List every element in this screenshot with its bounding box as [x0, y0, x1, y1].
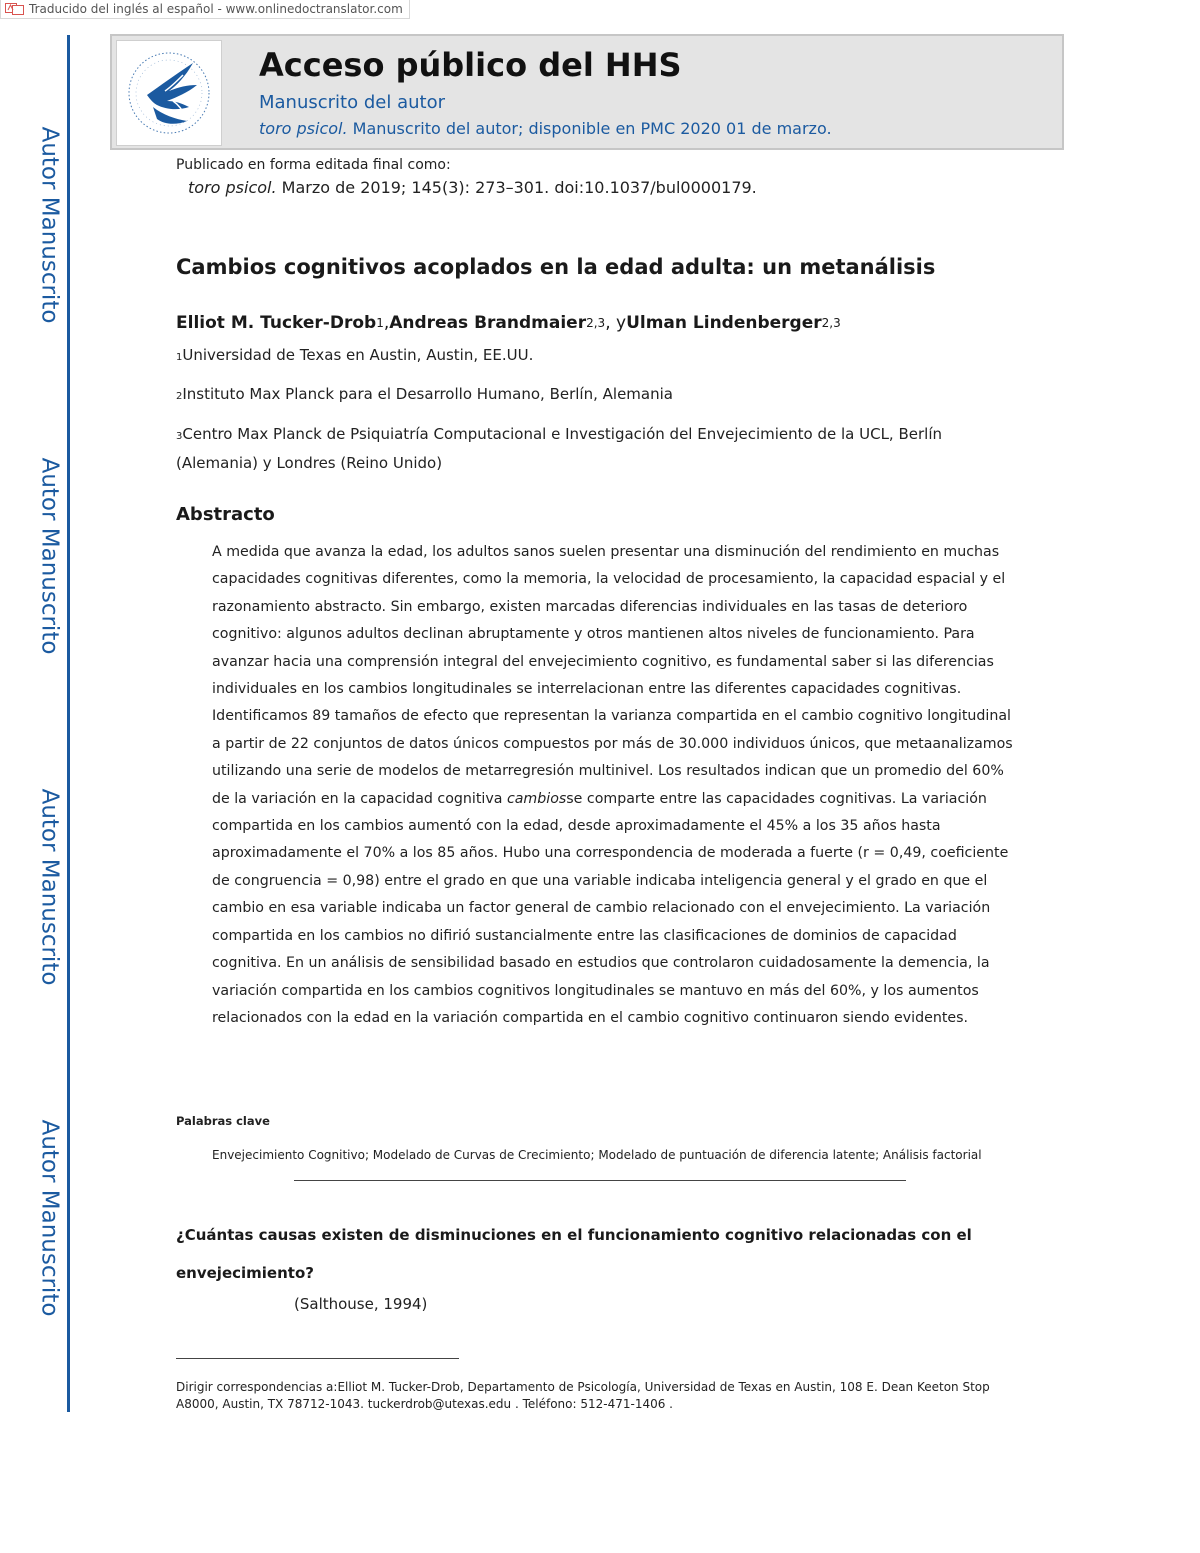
- epigraph-source: (Salthouse, 1994): [294, 1295, 428, 1313]
- header-subtitle: Manuscrito del autor: [259, 92, 445, 113]
- side-label-3: Autor Manuscrito: [36, 788, 63, 986]
- affiliation: 1Universidad de Texas en Austin, Austin, EE.UU.: [176, 346, 534, 364]
- journal-name: toro psicol.: [259, 119, 348, 138]
- divider: [294, 1180, 906, 1181]
- hhs-logo: [116, 40, 222, 146]
- journal-name: toro psicol.: [188, 178, 277, 197]
- published-label: Publicado en forma editada final como:: [176, 157, 451, 173]
- abstract-text: A medida que avanza la edad, los adultos sanos suelen presentar una disminución del rendimiento en muchas capacidades cognitivas diferentes, como la memoria, la velocidad de procesamiento, la capacidad espacial y el razonamiento abstracto. Sin embargo, existen marcadas diferencias individuales en las tasas de deterioro cognitivo: algunos adultos declinan abruptamente y otros mantienen altos niveles de funcionamiento. Para avanzar hacia una comprensión integral del envejecimiento cognitivo, es fundamental saber si las diferencias individuales en los cambios longitudinales se interrelacionan entre las diferentes capacidades cognitivas. Identificamos 89 tamaños de efecto que representan la varianza compartida en el cambio cognitivo longitudinal a partir de 22 conjuntos de datos únicos compuestos por más de 30.000 individuos únicos, que metaanalizamos utilizando una serie de modelos de metarregresión multinivel. Los resultados indican que un promedio del 60% de la variación en la capacidad cognitiva cambiosse comparte entre las capacidades cognitivas. La variación compartida en los cambios aumentó con la edad, desde aproximadamente el 45% a los 35 años hasta aproximadamente el 70% a los 85 años. Hubo una correspondencia de moderada a fuerte (r = 0,49, coeficiente de congruencia = 0,98) entre el grado en que una variable indicaba inteligencia general y el grado en que el cambio en esa variable indicaba un factor general de cambio relacionado con el envejecimiento. La variación compartida en los cambios no difirió sustancialmente entre las clasificaciones de dominios de capacidad cognitiva. En un análisis de sensibilidad basado en estudios que controlaron cuidadosamente la demencia, la variación compartida en los cambios cognitivos longitudinales se mantuvo en más del 60%, y los aumentos relacionados con la edad en la variación compartida en el cambio cognitivo continuaron siendo evidentes.: [212, 544, 1013, 1026]
- epigraph-question: ¿Cuántas causas existen de disminuciones en el funcionamiento cognitivo relacionadas con el envejecimiento?: [176, 1226, 972, 1282]
- header-title: Acceso público del HHS: [259, 46, 682, 84]
- hhs-header: [110, 34, 1064, 150]
- affiliation: 2Instituto Max Planck para el Desarrollo Humano, Berlín, Alemania: [176, 385, 673, 403]
- keywords-list: Envejecimiento Cognitivo; Modelado de Curvas de Crecimiento; Modelado de puntuación de diferencia latente; Análisis factorial: [212, 1148, 982, 1162]
- correspondence-footnote: Dirigir correspondencias a:Elliot M. Tucker-Drob, Departamento de Psicología, Universidad de Texas en Austin, 108 E. Dean Keeton Stop A8000, Austin, TX 78712-1043. tuckerdrob@utexas.edu . Teléfono: 512-471-1406 .: [176, 1380, 990, 1411]
- hhs-eagle-logo-icon: [117, 41, 221, 145]
- translate-icon: [5, 3, 25, 15]
- affiliation: 3Centro Max Planck de Psiquiatría Computacional e Investigación del Envejecimiento de la UCL, Berlín (Alemania) y Londres (Reino Unido): [176, 425, 942, 472]
- side-label-2: Autor Manuscrito: [36, 457, 63, 655]
- translator-banner[interactable]: [0, 0, 410, 19]
- author-name: Andreas Brandmaier: [389, 313, 587, 333]
- side-label-1: Autor Manuscrito: [36, 126, 63, 324]
- author-list: Elliot M. Tucker-Drob$^1$,Andreas Brandmaier$^{2,3}$, yUlman Lindenberger$^{2,3}$: [176, 313, 841, 333]
- side-label-4: Autor Manuscrito: [36, 1119, 63, 1317]
- footnote-divider: [176, 1358, 459, 1359]
- author-name: Ulman Lindenberger: [626, 313, 822, 333]
- header-availability: toro psicol. Manuscrito del autor; disponible en PMC 2020 01 de marzo.: [259, 119, 832, 138]
- published-citation: toro psicol. Marzo de 2019; 145(3): 273–301. doi:10.1037/bul0000179.: [188, 178, 757, 197]
- translator-text: Traducido del inglés al español - www.onlinedoctranslator.com: [29, 2, 403, 16]
- abstract-heading: Abstracto: [176, 504, 275, 525]
- author-name: Elliot M. Tucker-Drob: [176, 313, 377, 333]
- keywords-label: Palabras clave: [176, 1114, 270, 1128]
- article-title: Cambios cognitivos acoplados en la edad adulta: un metanálisis: [176, 255, 936, 279]
